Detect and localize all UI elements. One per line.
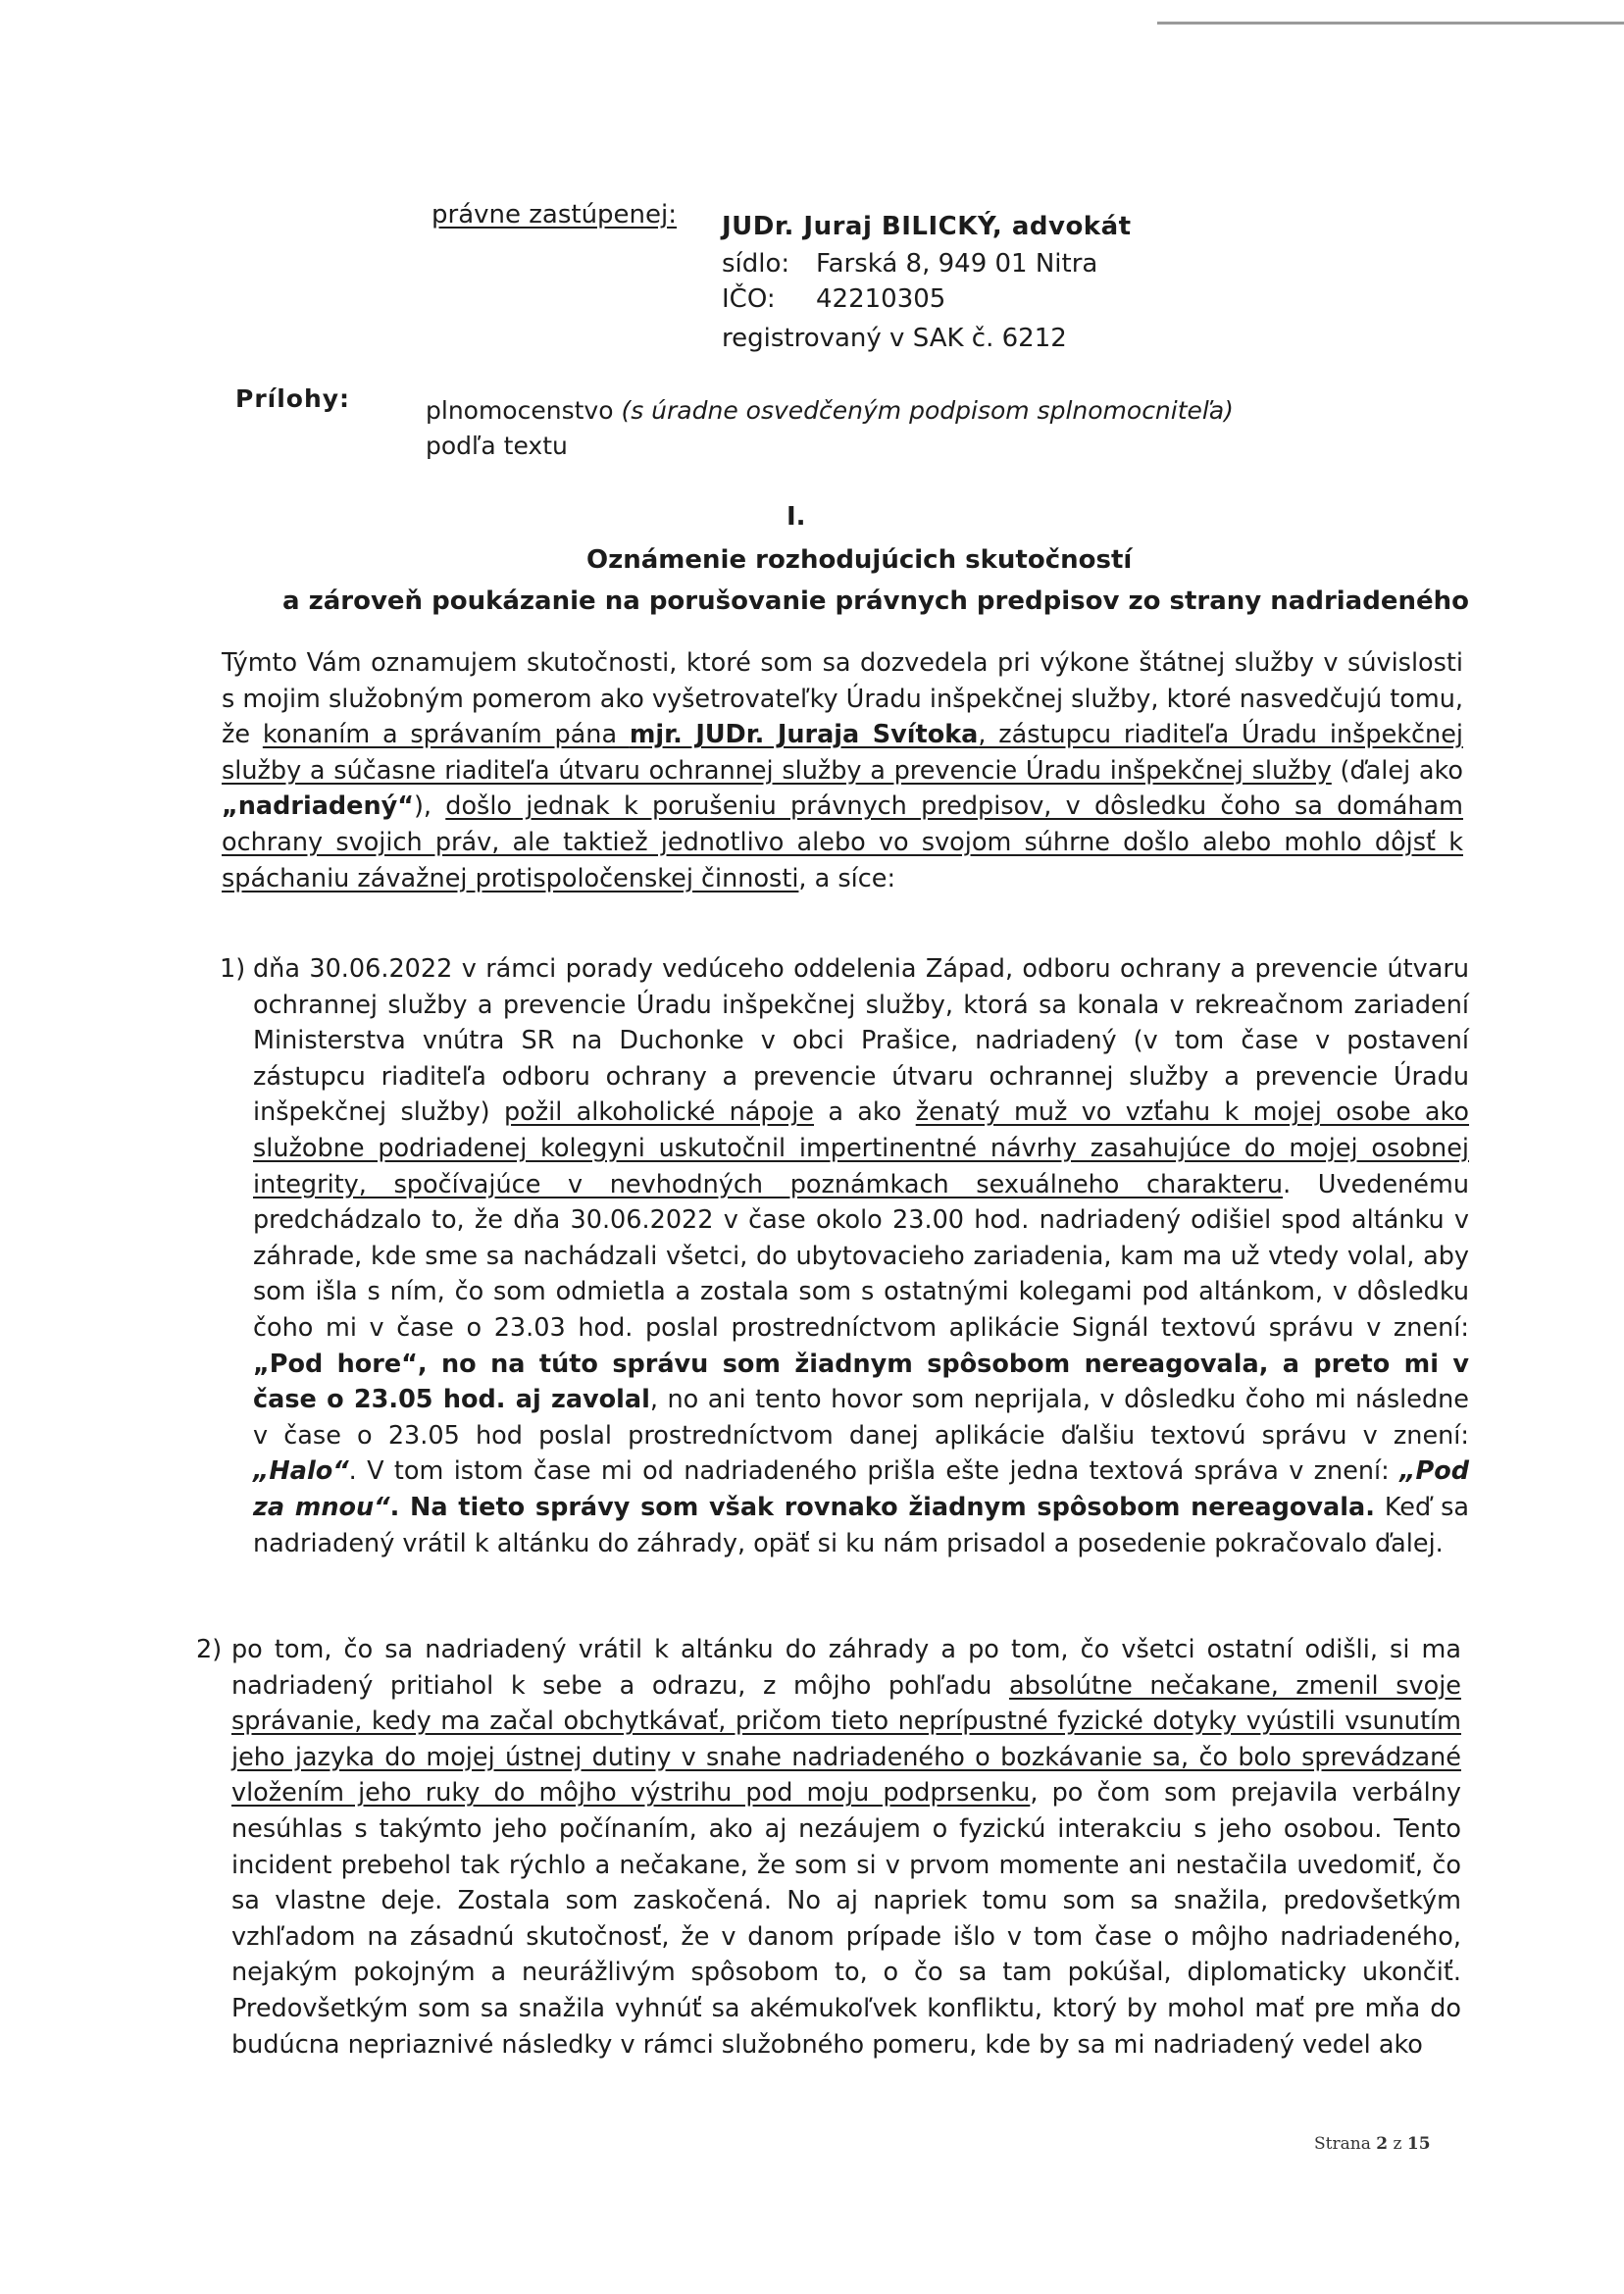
seat-value: Farská 8, 949 01 Nitra: [816, 249, 1098, 279]
attachment-item-1: [426, 396, 1234, 425]
intro-paragraph: [222, 645, 1463, 896]
registration-line: registrovaný v SAK č. 6212: [722, 324, 1067, 353]
representation-label: právne zastúpenej:: [431, 200, 678, 229]
item1-underline-2: ženatý muž vo vzťahu k mojej osobe ako služobne podriadenej kolegyni uskutočnil impertinentné návrhy zasahujúce do mojej osobnej integrity, spočívajúce v nevhodných poznámkach sexuálneho charakteru: [253, 1097, 1470, 1199]
item1-bold-italic-1: „Halo“: [253, 1456, 349, 1487]
footer-prefix: Strana: [1314, 2134, 1371, 2154]
item1-bold-2: . Na tieto správy som však rovnako žiadnym spôsobom nereagovala.: [389, 1492, 1375, 1522]
footer-total: 15: [1406, 2134, 1431, 2154]
intro-text-4: , a síce:: [798, 863, 896, 893]
list-item-text: [253, 951, 1469, 1561]
attachment-item-2: podľa textu: [426, 432, 568, 460]
intro-underline-3: došlo jednak k porušeniu právnych predpisov, v dôsledku čoho sa domáham ochrany svojich práv, ale taktiež jednotlivo alebo vo svojom súhrne došlo alebo mohlo dôjsť k spáchaniu závažnej protispoločenskej činnosti: [222, 791, 1463, 893]
attachments-label: Prílohy:: [235, 384, 351, 413]
item1-text-4: , no ani tento hovor som neprijala, v dôsledku čoho mi následne v čase o 23.05 hod poslal prostredníctvom danej aplikácie ďalšiu textovú správu v znení:: [253, 1385, 1469, 1451]
list-item-number: 1): [220, 954, 246, 984]
ico-line: [722, 280, 945, 318]
intro-underline-1: konaním a správaním pána: [262, 720, 630, 750]
intro-bold-nadriadeny: „nadriadený“: [222, 791, 414, 822]
ico-key: IČO:: [722, 284, 776, 314]
intro-text-1: Týmto Vám oznamujem skutočnosti, ktoré som sa dozvedela pri výkone štátnej služby v súvislosti s mojim služobným pomerom ako vyšetrovateľky Úradu inšpekčnej služby, ktoré nasvedčujú tomu, že: [222, 648, 1463, 750]
attachment-main: plnomocenstvo: [426, 396, 614, 425]
item1-text-5: . V tom istom čase mi od nadriadeného prišla ešte jedna textová správa v znení:: [348, 1456, 1400, 1487]
section-title-line-2: a zároveň poukázanie na porušovanie právnych predpisov zo strany nadriadeného: [282, 586, 1469, 616]
intro-underline-2: , zástupcu riaditeľa Úradu inšpekčnej služby a súčasne riaditeľa útvaru ochrannej služby a prevencie Úradu inšpekčnej služby: [222, 720, 1463, 786]
list-item-number: 2): [196, 1635, 223, 1664]
footer-page: 2: [1376, 2134, 1389, 2154]
item1-bold-1: „Pod hore“, no na túto správu som žiadnym spôsobom nereagovala, a preto mi v čase o 23.05 hod. aj zavolal: [253, 1349, 1469, 1415]
item2-text-2: , po čom som prejavila verbálny nesúhlas s takýmto jeho počínaním, ako aj nezáujem o fyzickú interakciu s jeho osobou. Tento incident prebehol tak rýchlo a nečakane, že som si v prvom momente ani nestačila uvedomiť, čo sa vlastne deje. Zostala som zaskočená. No aj napriek tomu som sa snažila, predovšetkým vzhľadom na zásadnú skutočnosť, že v danom prípade išlo v tom čase o môjho nadriadeného, nejakým pokojným a neurážlivým spôsobom to, o čo sa tam pokúšal, diplomaticky ukončiť. Predovšetkým som sa snažila vyhnúť sa akémukoľvek konfliktu, ktorý by mohol mať pre mňa do budúcna nepriaznivé následky v rámci služobného pomeru, kde by sa mi nadriadený vedel ako: [231, 1778, 1461, 2060]
item1-text-3: . Uvedenému predchádzalo to, že dňa 30.06.2022 v čase okolo 23.00 hod. nadriadený odišiel spod altánku v záhrade, kde sme sa nachádzali všetci, do ubytovacieho zariadenia, kam ma už vtedy volal, aby som išla s ním, čo som odmietla a zostala som s ostatnými kolegami pod altánkom, v dôsledku čoho mi v čase o 23.03 hod. poslal prostredníctvom aplikácie Signál textovú správu v znení:: [253, 1169, 1469, 1343]
section-title-line-1: Oznámenie rozhodujúcich skutočností: [586, 545, 1133, 575]
seat-line: [722, 245, 1097, 282]
section-number: I.: [787, 502, 806, 532]
item1-text-6: Keď sa nadriadený vrátil k altánku do záhrady, opäť si ku nám prisadol a posedenie pokračovalo ďalej.: [253, 1492, 1470, 1558]
item1-text-1: dňa 30.06.2022 v rámci porady vedúceho oddelenia Západ, odboru ochrany a prevencie útvaru ochrannej služby a prevencie Úradu inšpekčnej služby, ktorá sa konala v rekreačnom zariadení Ministerstva vnútra SR na Duchonke v obci Prašice, nadriadený (v tom čase v postavení zástupcu riaditeľa odboru ochrany a prevencie útvaru ochrannej služby a prevencie Úradu inšpekčnej služby): [253, 954, 1469, 1128]
intro-text-3: ),: [413, 791, 446, 822]
list-item-text: [231, 1632, 1461, 2063]
page-number-footer: [1314, 2134, 1431, 2154]
item1-bold-italic-2: „Pod za mnou“: [253, 1456, 1469, 1522]
representative-name: JUDr. Juraj BILICKÝ, advokát: [722, 212, 1132, 241]
footer-sep: z: [1393, 2134, 1402, 2154]
scan-edge-line: [1157, 22, 1624, 25]
item2-text-1: po tom, čo sa nadriadený vrátil k altánku do záhrady a po tom, čo všetci ostatní odišli, si ma nadriadený pritiahol k sebe a odrazu, z môjho pohľadu: [231, 1635, 1461, 1701]
ico-value: 42210305: [816, 284, 946, 314]
seat-key: sídlo:: [722, 249, 790, 279]
item2-underline-1: absolútne nečakane, zmenil svoje správanie, kedy ma začal obchytkávať, pričom tieto neprípustné fyzické dotyky vyústili vsunutím jeho jazyka do mojej ústnej dutiny v snahe nadriadeného o bozkávanie sa, čo bolo sprevádzané vložením jeho ruky do môjho výstrihu pod moju podprsenku: [231, 1670, 1461, 1809]
item1-text-2: a ako: [813, 1097, 916, 1128]
item1-underline-1: požil alkoholické nápoje: [503, 1097, 814, 1128]
intro-underline-name: mjr. JUDr. Juraja Svítoka: [629, 720, 979, 750]
attachment-note: (s úradne osvedčeným podpisom splnomocniteľa): [621, 396, 1234, 425]
intro-text-2: (ďalej ako: [1331, 755, 1463, 786]
